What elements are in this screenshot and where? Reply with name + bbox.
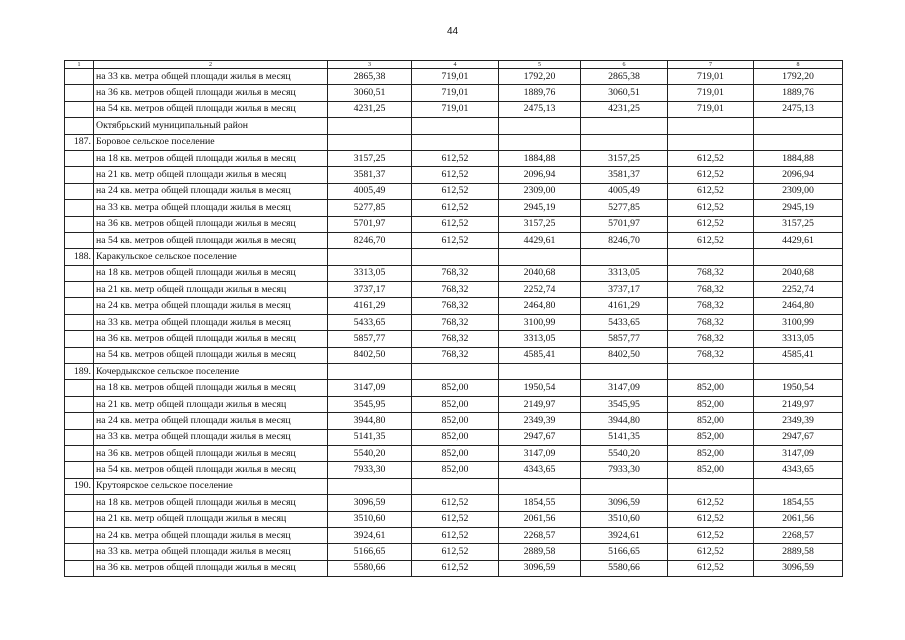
table-row [65, 478, 843, 494]
value-cell: 3924,61 [581, 527, 668, 543]
table-row [65, 298, 843, 314]
value-cell: 612,52 [668, 511, 754, 527]
value-cell: 612,52 [668, 216, 754, 232]
value-cell: 612,52 [668, 495, 754, 511]
value-cell: 852,00 [668, 396, 754, 412]
value-cell: 768,32 [412, 282, 499, 298]
row-label: на 18 кв. метров общей площади жилья в месяц [94, 150, 328, 166]
value-cell: 852,00 [668, 445, 754, 461]
value-cell: 2349,39 [499, 413, 581, 429]
value-cell: 3147,09 [754, 445, 843, 461]
value-cell [499, 134, 581, 150]
value-cell: 2061,56 [754, 511, 843, 527]
table-row [65, 462, 843, 478]
row-label: на 36 кв. метров общей площади жилья в месяц [94, 560, 328, 576]
value-cell: 2268,57 [754, 527, 843, 543]
column-number: 7 [668, 61, 754, 69]
value-cell: 612,52 [668, 150, 754, 166]
value-cell: 3096,59 [754, 560, 843, 576]
value-cell [328, 118, 412, 134]
row-number [65, 101, 94, 117]
value-cell: 5277,85 [328, 200, 412, 216]
value-cell: 612,52 [412, 167, 499, 183]
table-row [65, 429, 843, 445]
value-cell [328, 364, 412, 380]
value-cell: 719,01 [668, 69, 754, 85]
row-label: на 36 кв. метров общей площади жилья в месяц [94, 216, 328, 232]
value-cell: 5701,97 [581, 216, 668, 232]
value-cell: 2475,13 [499, 101, 581, 117]
value-cell: 3313,05 [499, 331, 581, 347]
value-cell: 5857,77 [581, 331, 668, 347]
value-cell: 2464,80 [499, 298, 581, 314]
value-cell: 5701,97 [328, 216, 412, 232]
value-cell: 3157,25 [328, 150, 412, 166]
column-number: 5 [499, 61, 581, 69]
table-row [65, 560, 843, 576]
value-cell: 3147,09 [499, 445, 581, 461]
value-cell: 5540,20 [581, 445, 668, 461]
value-cell: 3545,95 [581, 396, 668, 412]
value-cell: 612,52 [412, 560, 499, 576]
row-number: 189. [65, 364, 94, 380]
value-cell: 4231,25 [581, 101, 668, 117]
value-cell: 768,32 [668, 314, 754, 330]
value-cell: 3510,60 [328, 511, 412, 527]
table-row [65, 445, 843, 461]
value-cell: 1854,55 [754, 495, 843, 511]
table-row [65, 413, 843, 429]
column-number: 6 [581, 61, 668, 69]
row-number [65, 282, 94, 298]
table-row [65, 118, 843, 134]
value-cell: 1889,76 [754, 85, 843, 101]
value-cell: 2945,19 [499, 200, 581, 216]
row-number [65, 183, 94, 199]
value-cell [668, 249, 754, 265]
value-cell: 1889,76 [499, 85, 581, 101]
row-number [65, 232, 94, 248]
value-cell: 4429,61 [754, 232, 843, 248]
row-number [65, 347, 94, 363]
table-row [65, 527, 843, 543]
value-cell: 612,52 [668, 544, 754, 560]
value-cell: 3737,17 [328, 282, 412, 298]
value-cell: 4161,29 [328, 298, 412, 314]
value-cell: 5166,65 [581, 544, 668, 560]
row-number [65, 265, 94, 281]
row-number [65, 69, 94, 85]
value-cell: 612,52 [412, 216, 499, 232]
row-number [65, 150, 94, 166]
value-cell: 2096,94 [499, 167, 581, 183]
value-cell: 3944,80 [328, 413, 412, 429]
value-cell [499, 118, 581, 134]
row-label: на 24 кв. метра общей площади жилья в месяц [94, 413, 328, 429]
column-number: 2 [94, 61, 328, 69]
value-cell: 612,52 [412, 495, 499, 511]
value-cell [328, 134, 412, 150]
value-cell: 2947,67 [499, 429, 581, 445]
value-cell: 768,32 [668, 298, 754, 314]
value-cell [668, 134, 754, 150]
table-row [65, 167, 843, 183]
table-row [65, 544, 843, 560]
row-number [65, 560, 94, 576]
value-cell: 3924,61 [328, 527, 412, 543]
value-cell: 2040,68 [754, 265, 843, 281]
table-row [65, 216, 843, 232]
row-number [65, 527, 94, 543]
value-cell: 1884,88 [499, 150, 581, 166]
value-cell: 8402,50 [581, 347, 668, 363]
value-cell [581, 364, 668, 380]
value-cell: 3581,37 [328, 167, 412, 183]
table-row [65, 150, 843, 166]
row-label: на 21 кв. метр общей площади жилья в месяц [94, 396, 328, 412]
value-cell: 852,00 [412, 380, 499, 396]
row-label: на 24 кв. метра общей площади жилья в месяц [94, 298, 328, 314]
value-cell: 3147,09 [581, 380, 668, 396]
value-cell: 3096,59 [499, 560, 581, 576]
value-cell: 852,00 [412, 429, 499, 445]
value-cell: 8246,70 [328, 232, 412, 248]
value-cell: 2061,56 [499, 511, 581, 527]
row-label: на 54 кв. метров общей площади жилья в месяц [94, 232, 328, 248]
value-cell [328, 249, 412, 265]
value-cell: 719,01 [668, 101, 754, 117]
row-label: на 36 кв. метров общей площади жилья в месяц [94, 85, 328, 101]
row-label: на 18 кв. метров общей площади жилья в месяц [94, 265, 328, 281]
value-cell: 768,32 [668, 282, 754, 298]
row-number [65, 216, 94, 232]
value-cell: 768,32 [668, 265, 754, 281]
value-cell: 719,01 [412, 69, 499, 85]
value-cell: 1792,20 [499, 69, 581, 85]
value-cell: 2945,19 [754, 200, 843, 216]
table-row [65, 396, 843, 412]
value-cell: 612,52 [668, 560, 754, 576]
table-row [65, 314, 843, 330]
row-number [65, 380, 94, 396]
value-cell: 7933,30 [328, 462, 412, 478]
value-cell: 3157,25 [499, 216, 581, 232]
row-label: на 18 кв. метров общей площади жилья в месяц [94, 495, 328, 511]
value-cell: 719,01 [412, 85, 499, 101]
value-cell: 2889,58 [499, 544, 581, 560]
value-cell: 3510,60 [581, 511, 668, 527]
table-row [65, 183, 843, 199]
value-cell: 768,32 [412, 298, 499, 314]
row-label: на 54 кв. метров общей площади жилья в месяц [94, 347, 328, 363]
value-cell: 3157,25 [581, 150, 668, 166]
value-cell [412, 118, 499, 134]
row-label: на 21 кв. метр общей площади жилья в месяц [94, 511, 328, 527]
value-cell [412, 478, 499, 494]
value-cell: 4343,65 [754, 462, 843, 478]
column-number-row [65, 61, 843, 69]
value-cell: 5141,35 [328, 429, 412, 445]
value-cell: 719,01 [668, 85, 754, 101]
value-cell: 612,52 [412, 183, 499, 199]
row-label: на 33 кв. метра общей площади жилья в месяц [94, 69, 328, 85]
value-cell: 2040,68 [499, 265, 581, 281]
row-label: на 24 кв. метра общей площади жилья в месяц [94, 527, 328, 543]
value-cell: 2865,38 [581, 69, 668, 85]
value-cell: 3545,95 [328, 396, 412, 412]
value-cell: 2252,74 [499, 282, 581, 298]
value-cell: 1950,54 [754, 380, 843, 396]
value-cell: 3096,59 [328, 495, 412, 511]
value-cell: 4585,41 [499, 347, 581, 363]
table-row [65, 134, 843, 150]
value-cell: 4231,25 [328, 101, 412, 117]
row-label: Кочердыкское сельское поселение [94, 364, 328, 380]
column-number: 3 [328, 61, 412, 69]
value-cell: 612,52 [412, 527, 499, 543]
value-cell: 5857,77 [328, 331, 412, 347]
row-number [65, 200, 94, 216]
row-number [65, 396, 94, 412]
value-cell [328, 478, 412, 494]
value-cell: 5433,65 [328, 314, 412, 330]
table-row [65, 347, 843, 363]
value-cell: 3147,09 [328, 380, 412, 396]
value-cell: 2865,38 [328, 69, 412, 85]
row-number [65, 445, 94, 461]
value-cell: 7933,30 [581, 462, 668, 478]
value-cell [581, 478, 668, 494]
value-cell: 4343,65 [499, 462, 581, 478]
row-label: Каракульское сельское поселение [94, 249, 328, 265]
value-cell: 5580,66 [328, 560, 412, 576]
value-cell: 1950,54 [499, 380, 581, 396]
value-cell: 2349,39 [754, 413, 843, 429]
tariff-table [64, 60, 843, 577]
value-cell: 852,00 [412, 396, 499, 412]
table-row [65, 232, 843, 248]
value-cell: 768,32 [412, 347, 499, 363]
row-label: на 33 кв. метра общей площади жилья в месяц [94, 200, 328, 216]
value-cell: 612,52 [668, 183, 754, 199]
value-cell: 612,52 [668, 527, 754, 543]
value-cell: 4429,61 [499, 232, 581, 248]
value-cell: 612,52 [412, 150, 499, 166]
value-cell: 3157,25 [754, 216, 843, 232]
row-number [65, 413, 94, 429]
row-label: на 24 кв. метра общей площади жилья в месяц [94, 183, 328, 199]
table-row [65, 380, 843, 396]
value-cell: 4005,49 [581, 183, 668, 199]
value-cell: 2475,13 [754, 101, 843, 117]
value-cell: 3100,99 [499, 314, 581, 330]
value-cell [754, 249, 843, 265]
value-cell: 3944,80 [581, 413, 668, 429]
value-cell: 2309,00 [754, 183, 843, 199]
value-cell [499, 478, 581, 494]
value-cell [668, 118, 754, 134]
row-number: 190. [65, 478, 94, 494]
row-label: Крутоярское сельское поселение [94, 478, 328, 494]
row-label: на 36 кв. метров общей площади жилья в месяц [94, 331, 328, 347]
value-cell: 2268,57 [499, 527, 581, 543]
value-cell: 8402,50 [328, 347, 412, 363]
value-cell: 3313,05 [328, 265, 412, 281]
value-cell [412, 134, 499, 150]
table-row [65, 265, 843, 281]
value-cell: 2149,97 [499, 396, 581, 412]
table-row [65, 364, 843, 380]
value-cell: 852,00 [412, 413, 499, 429]
value-cell: 768,32 [412, 314, 499, 330]
value-cell [668, 478, 754, 494]
value-cell: 5277,85 [581, 200, 668, 216]
value-cell: 3581,37 [581, 167, 668, 183]
value-cell: 612,52 [412, 511, 499, 527]
value-cell: 5540,20 [328, 445, 412, 461]
value-cell: 2252,74 [754, 282, 843, 298]
value-cell: 3096,59 [581, 495, 668, 511]
value-cell: 4005,49 [328, 183, 412, 199]
row-number [65, 298, 94, 314]
value-cell [581, 118, 668, 134]
value-cell: 612,52 [412, 200, 499, 216]
value-cell: 5433,65 [581, 314, 668, 330]
value-cell: 8246,70 [581, 232, 668, 248]
value-cell [581, 134, 668, 150]
value-cell: 768,32 [668, 331, 754, 347]
value-cell [754, 134, 843, 150]
value-cell: 2464,80 [754, 298, 843, 314]
value-cell: 852,00 [412, 462, 499, 478]
value-cell: 768,32 [412, 265, 499, 281]
row-number [65, 85, 94, 101]
row-number [65, 429, 94, 445]
value-cell: 852,00 [668, 429, 754, 445]
value-cell: 2096,94 [754, 167, 843, 183]
value-cell: 3060,51 [581, 85, 668, 101]
value-cell: 2947,67 [754, 429, 843, 445]
value-cell: 612,52 [668, 232, 754, 248]
table-row [65, 331, 843, 347]
row-number [65, 511, 94, 527]
value-cell [754, 364, 843, 380]
value-cell [754, 478, 843, 494]
row-label: на 18 кв. метров общей площади жилья в месяц [94, 380, 328, 396]
value-cell: 3737,17 [581, 282, 668, 298]
value-cell: 1884,88 [754, 150, 843, 166]
value-cell: 3313,05 [754, 331, 843, 347]
table-row [65, 282, 843, 298]
table-row [65, 69, 843, 85]
value-cell: 1854,55 [499, 495, 581, 511]
row-label: Октябрьский муниципальный район [94, 118, 328, 134]
table-row [65, 200, 843, 216]
value-cell: 4585,41 [754, 347, 843, 363]
value-cell: 852,00 [668, 413, 754, 429]
row-label: на 54 кв. метров общей площади жилья в месяц [94, 462, 328, 478]
value-cell: 2889,58 [754, 544, 843, 560]
table-row [65, 495, 843, 511]
value-cell: 612,52 [668, 167, 754, 183]
row-label: на 33 кв. метра общей площади жилья в месяц [94, 429, 328, 445]
row-number: 188. [65, 249, 94, 265]
row-label: на 21 кв. метр общей площади жилья в месяц [94, 282, 328, 298]
value-cell: 3060,51 [328, 85, 412, 101]
row-label: на 36 кв. метров общей площади жилья в месяц [94, 445, 328, 461]
value-cell: 612,52 [668, 200, 754, 216]
row-number: 187. [65, 134, 94, 150]
table-row [65, 249, 843, 265]
value-cell [668, 364, 754, 380]
row-number [65, 118, 94, 134]
row-number [65, 462, 94, 478]
row-number [65, 167, 94, 183]
value-cell: 768,32 [412, 331, 499, 347]
table-row [65, 85, 843, 101]
row-number [65, 544, 94, 560]
row-number [65, 331, 94, 347]
row-label: на 21 кв. метр общей площади жилья в месяц [94, 167, 328, 183]
table-row [65, 511, 843, 527]
column-number: 1 [65, 61, 94, 69]
value-cell: 2309,00 [499, 183, 581, 199]
value-cell: 5166,65 [328, 544, 412, 560]
row-label: Боровое сельское поселение [94, 134, 328, 150]
table-row [65, 101, 843, 117]
value-cell: 4161,29 [581, 298, 668, 314]
value-cell: 719,01 [412, 101, 499, 117]
page-number: 44 [446, 26, 459, 37]
value-cell: 852,00 [668, 380, 754, 396]
value-cell: 5141,35 [581, 429, 668, 445]
row-number [65, 495, 94, 511]
value-cell: 3100,99 [754, 314, 843, 330]
row-label: на 54 кв. метров общей площади жилья в месяц [94, 101, 328, 117]
row-label: на 33 кв. метра общей площади жилья в месяц [94, 544, 328, 560]
value-cell [412, 249, 499, 265]
value-cell [581, 249, 668, 265]
value-cell: 3313,05 [581, 265, 668, 281]
column-number: 8 [754, 61, 843, 69]
value-cell: 612,52 [412, 544, 499, 560]
value-cell [499, 249, 581, 265]
value-cell [754, 118, 843, 134]
value-cell: 612,52 [412, 232, 499, 248]
value-cell [499, 364, 581, 380]
column-number: 4 [412, 61, 499, 69]
value-cell: 852,00 [668, 462, 754, 478]
row-number [65, 314, 94, 330]
value-cell [412, 364, 499, 380]
row-label: на 33 кв. метра общей площади жилья в месяц [94, 314, 328, 330]
value-cell: 768,32 [668, 347, 754, 363]
value-cell: 5580,66 [581, 560, 668, 576]
value-cell: 1792,20 [754, 69, 843, 85]
value-cell: 852,00 [412, 445, 499, 461]
value-cell: 2149,97 [754, 396, 843, 412]
